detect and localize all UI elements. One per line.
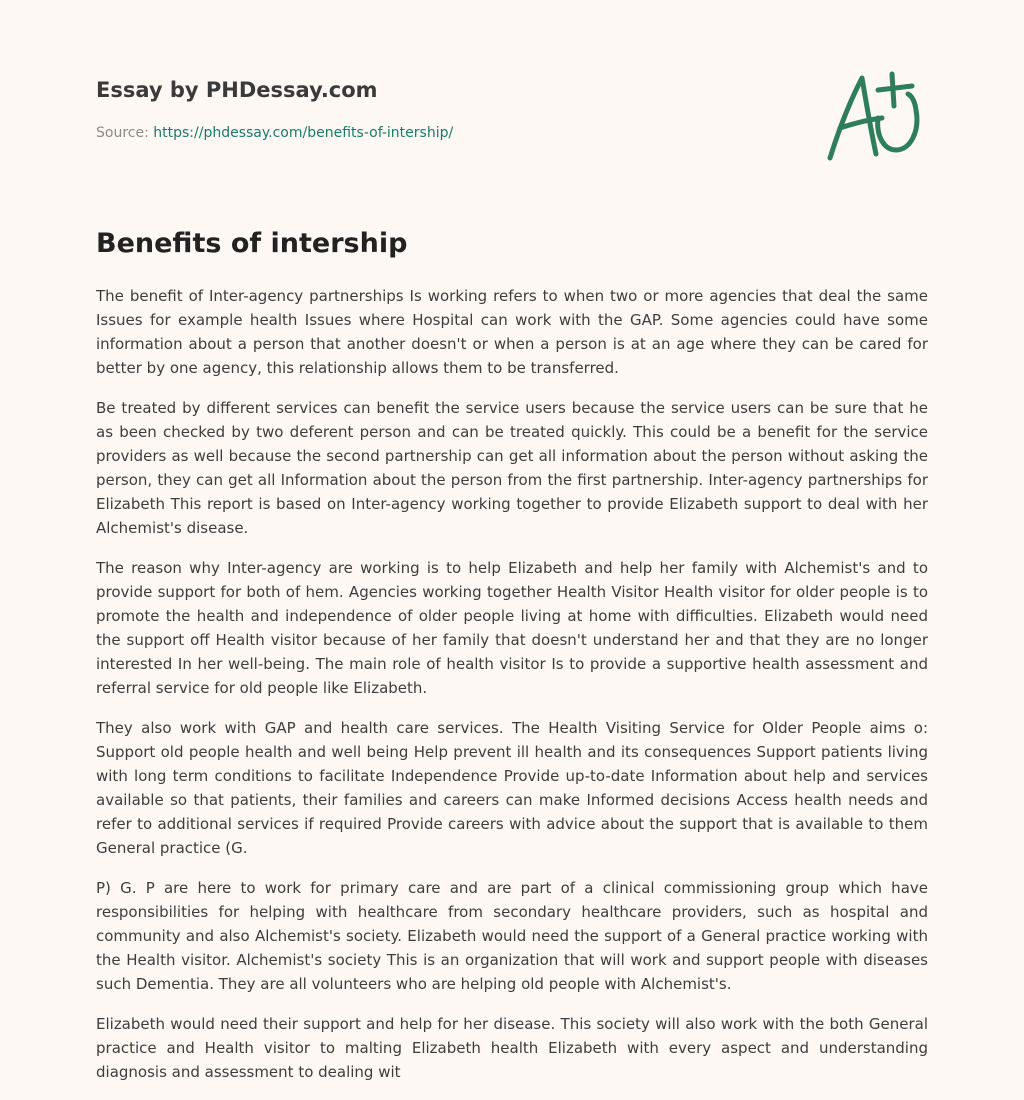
source-link[interactable]: https://phdessay.com/benefits-of-intership/	[153, 125, 454, 141]
source-line	[96, 124, 796, 142]
essay-paragraph: They also work with GAP and health care services. The Health Visiting Service for Older People aims o: Support old people health and well being Help prevent ill health and its consequences Support patients living with long term conditions to facilitate Independence Provide up-to-date Information about help and services available so that patients, their families and careers can make Informed decisions Access health needs and refer to additional services if required Provide careers with advice about the support that is available to them General practice (G.	[96, 719, 928, 857]
page-header	[96, 76, 796, 142]
site-title: Essay by PHDessay.com	[96, 78, 378, 102]
essay-title: Benefits of intership	[96, 228, 408, 259]
essay-paragraph: Elizabeth would need their support and help for her disease. This society will also work with the both General practice and Health visitor to malting Elizabeth health Elizabeth with every aspect and understanding diagnosis and assessment to dealing wit	[96, 1015, 928, 1081]
a-plus-logo-icon	[820, 66, 930, 166]
essay-paragraph: The benefit of Inter-agency partnerships Is working refers to when two or more agencies that deal the same Issues for example health Issues where Hospital can work with the GAP. Some agencies could have some information about a person that another doesn't or when a person is at an age where they can be cared for better by one agency, this relationship allows them to be transferred.	[96, 287, 928, 377]
essay-paragraph: Be treated by different services can benefit the service users because the service users can be sure that he as been checked by two deferent person and can be treated quickly. This could be a benefit for the service providers as well because the second partnership can get all information about the person without asking the person, they can get all Information about the person from the first partnership. Inter-agency partnerships for Elizabeth This report is based on Inter-agency working together to provide Elizabeth support to deal with her Alchemist's disease.	[96, 399, 928, 537]
essay-paragraph: The reason why Inter-agency are working is to help Elizabeth and help her family with Alchemist's and to provide support for both of hem. Agencies working together Health Visitor Health visitor for older people is to promote the health and independence of older people living at home with difficulties. Elizabeth would need the support off Health visitor because of her family that doesn't understand her and that they are no longer interested In her well-being. The main role of health visitor Is to provide a supportive health assessment and referral service for old people like Elizabeth.	[96, 559, 928, 697]
source-label: Source:	[96, 125, 149, 141]
essay-body	[96, 284, 928, 1100]
essay-paragraph: P) G. P are here to work for primary care and are part of a clinical commissioning group which have responsibilities for helping with healthcare from secondary healthcare providers, such as hospital and community and also Alchemist's society. Elizabeth would need the support of a General practice working with the Health visitor. Alchemist's society This is an organization that will work and support people with diseases such Dementia. They are all volunteers who are helping old people with Alchemist's.	[96, 879, 928, 993]
